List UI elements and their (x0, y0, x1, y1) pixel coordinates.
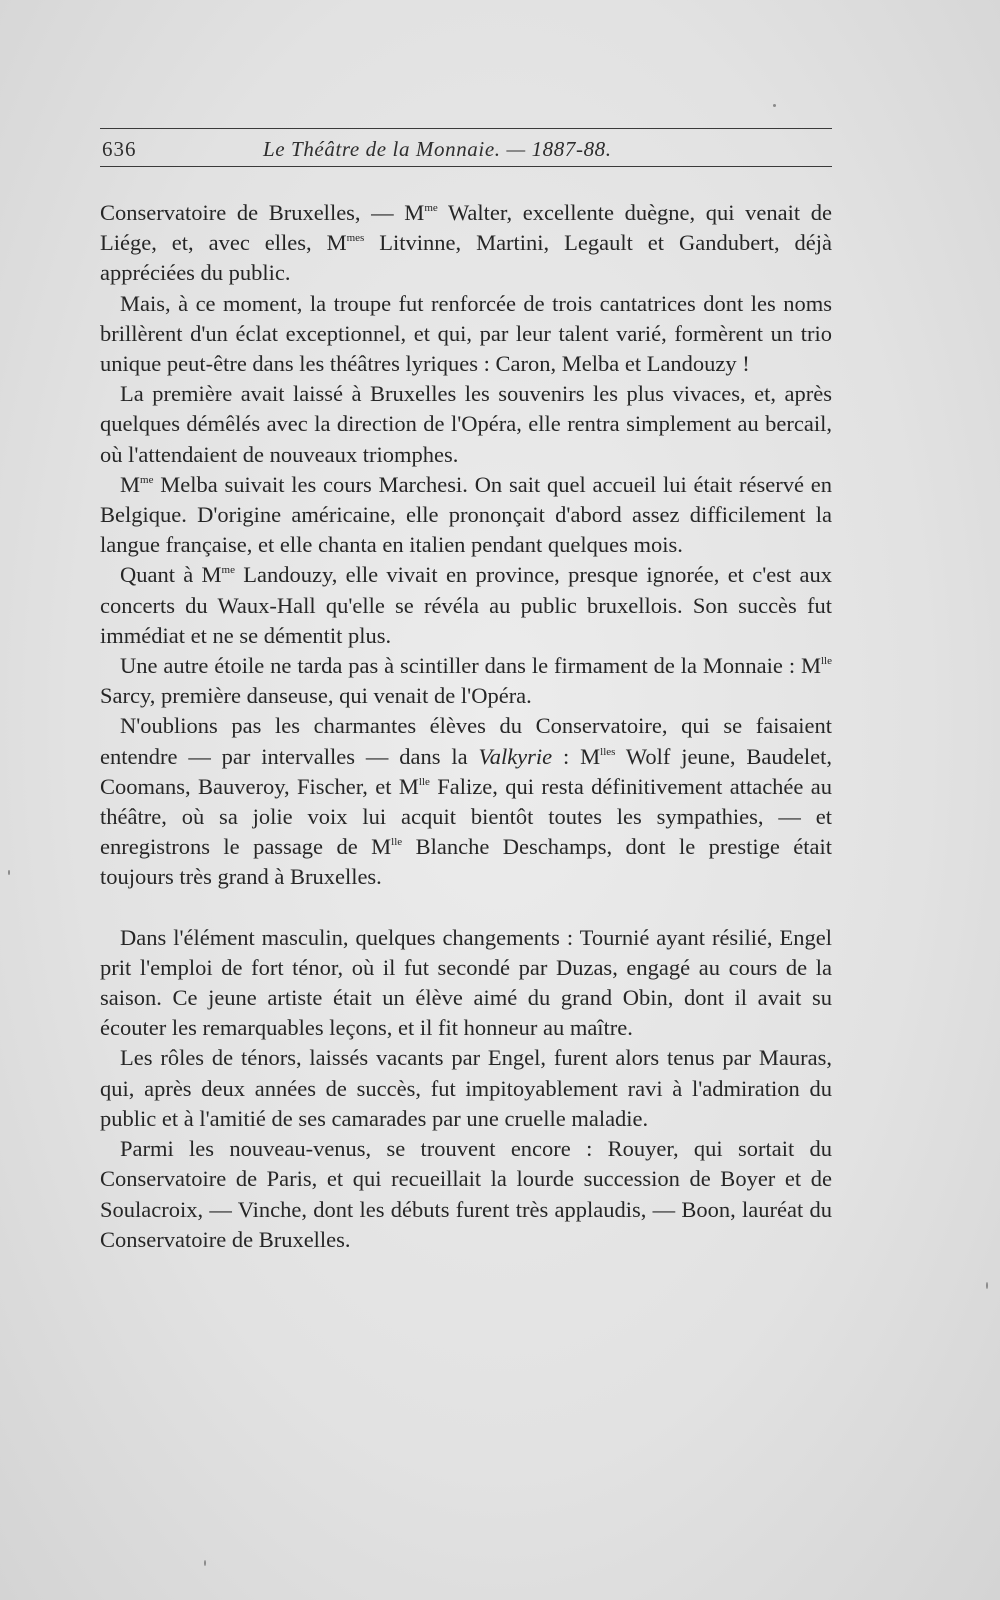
text-run: Wolf jeune, Baudelet, Coomans, Bauveroy, Fischer, et M (100, 743, 832, 799)
superscript-abbrev: me (140, 473, 154, 486)
text-run: N'oublions pas les charmantes élèves du Conservatoire, qui se faisaient entendre — par intervalles — dans la (100, 713, 832, 769)
body-text (100, 198, 832, 1255)
text-run: Parmi les nouveau-venus, se trouvent encore : Rouyer, qui sortait du Conservatoire de Paris, et qui recueillait la lourde succession de Boyer et de Soulacroix, — Vinche, dont les débuts furent très applaudis, — Boon, lauréat du Conservatoire de Bruxelles. (100, 1136, 832, 1252)
superscript-abbrev: lle (391, 836, 403, 849)
paper-speck (986, 1282, 988, 1289)
paragraph (100, 651, 832, 711)
superscript-abbrev: mes (346, 232, 365, 245)
paragraph (100, 289, 832, 380)
header-rule-top (100, 128, 832, 129)
paper-speck (773, 104, 776, 107)
superscript-abbrev: me (424, 202, 438, 214)
text-run: Mais, à ce moment, la troupe fut renforcée de trois cantatrices dont les noms brillèrent d'un éclat exceptionnel, et qui, par leur talent varié, formèrent un trio unique peut-être dans les théâtres lyriques : Caron, Melba et Landouzy ! (100, 290, 832, 377)
paragraph (100, 1043, 832, 1134)
superscript-abbrev: lle (821, 655, 832, 668)
text-run: Dans l'élément masculin, quelques changements : Tournié ayant résilié, Engel prit l'emploi de fort ténor, où il fut secondé par Duzas, engagé au cours de la saison. Ce jeune artiste était un élève aimé du grand Obin, dont il avait su écouter les remarquables leçons, et il fit honneur au maître. (100, 924, 832, 1041)
paragraph (100, 923, 832, 1044)
page-number: 636 (102, 137, 137, 161)
header-rule-bottom (100, 166, 832, 167)
text-run: Une autre étoile ne tarda pas à scintiller dans le firmament de la Monnaie : M (120, 653, 821, 679)
italic-title: Valkyrie (478, 743, 553, 769)
paragraph (100, 470, 832, 561)
paragraph (100, 1134, 832, 1255)
text-run: Les rôles de ténors, laissés vacants par Engel, furent alors tenus par Mauras, qui, après deux années de succès, fut impitoyablement ravi à l'admiration du public et à l'amitié de ses camarades par une cruelle maladie. (100, 1045, 832, 1131)
text-run: Melba suivait les cours Marchesi. On sait quel accueil lui était réservé en Belgique. D'origine américaine, elle prononçait d'abord assez difficilement la langue française, et elle chanta en italien pendant quelques mois. (100, 471, 832, 558)
superscript-abbrev: lles (600, 745, 616, 758)
paragraph (100, 379, 832, 470)
text-run: Quant à M (120, 562, 222, 588)
text-run: Walter, excellente duègne, qui venait de Liége, et, avec elles, M (100, 200, 833, 256)
superscript-abbrev: lle (418, 775, 430, 788)
text-run: Conservatoire de Bruxelles, — M (100, 200, 425, 225)
text-run: : M (552, 743, 601, 769)
text-run: La première avait laissé à Bruxelles les souvenirs les plus vivaces, et, après quelques démêlés avec la direction de l'Opéra, elle rentra simplement au bercail, où l'attendaient de nouveaux triomphes. (100, 381, 832, 467)
running-head (100, 134, 832, 164)
text-run: Falize, qui resta définitivement attachée au théâtre, où sa jolie voix lui acquit bientôt toutes les sympathies, — et enregistrons le passage de M (100, 773, 833, 860)
paragraph (100, 711, 832, 892)
text-run: Sarcy, première danseuse, qui venait de l'Opéra. (100, 683, 532, 709)
paper-speck (8, 870, 10, 875)
superscript-abbrev: me (221, 564, 235, 577)
text-run: Blanche Deschamps, dont le prestige était toujours très grand à Bruxelles. (100, 834, 832, 890)
text-run: Landouzy, elle vivait en province, presque ignorée, et c'est aux concerts du Waux-Hall qu'elle se révéla au public bruxellois. Son succès fut immédiat et ne se démentit plus. (100, 562, 833, 648)
text-run: M (120, 471, 141, 497)
paper-speck (204, 1560, 206, 1566)
paragraph (100, 198, 832, 289)
paragraph (100, 560, 832, 651)
running-title: Le Théâtre de la Monnaie. — 1887-88. (263, 137, 612, 161)
text-run: Litvinne, Martini, Legault et Gandubert, déjà appréciées du public. (100, 230, 832, 286)
